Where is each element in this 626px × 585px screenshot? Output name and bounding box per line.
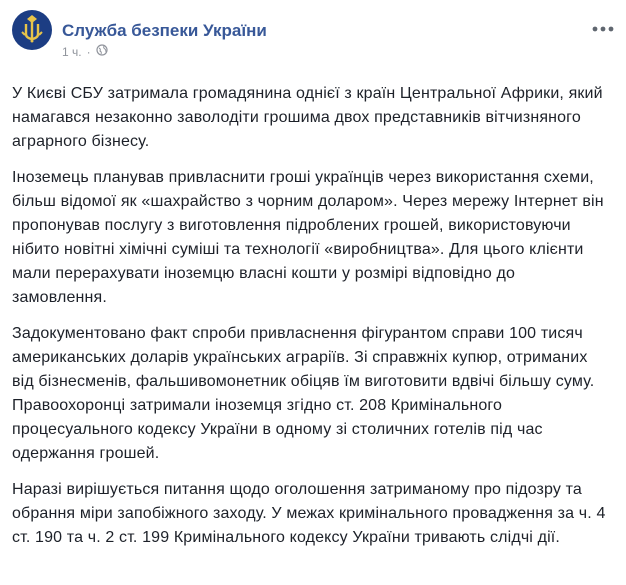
globe-icon[interactable] <box>96 44 108 59</box>
post-body <box>12 82 612 550</box>
post-paragraph-5: Наразі вирішується питання щодо оголошення затриманому про підозру та обрання міри запобіжного заходу. У межах кримінального провадження за ч. 4 ст. 190 та ч. 2 ст. 199 Кримінального кодексу України тривають слідчі дії. <box>12 481 606 546</box>
more-options-icon[interactable] <box>592 22 614 36</box>
separator-dot: · <box>86 44 91 59</box>
post-paragraph-4: Правоохоронці затримали іноземця згідно ст. 208 Кримінального процесуального кодексу України в одному зі столичних готелів під час одержання грошей. <box>12 397 543 462</box>
author-name-link[interactable]: Служба безпеки України <box>62 21 267 40</box>
post-paragraph-2: Іноземець планував привласнити гроші українців через використання схеми, більш відомої як «шахрайство з чорним доларом». Через мережу Інтернет він пропонував послугу з виготовлення підроблених грошей, використовуючи нібито новітні хімічні суміші та технології «виробництва». Для цього клієнти мали перерахувати іноземцю власні кошти у розмірі відповідно до замовлення. <box>12 169 604 306</box>
post-meta <box>62 44 108 59</box>
avatar[interactable] <box>12 10 52 50</box>
post-paragraph-3: Задокументовано факт спроби привласнення фігурантом справи 100 тисяч американських доларів українських аграріїв. Зі справжніх купюр, отриманих від бізнесменів, фальшивомонетник обіцяв їм виготовити вдвічі більшу суму. <box>12 325 595 390</box>
trident-emblem-icon <box>16 12 48 49</box>
post-paragraph-1: У Києві СБУ затримала громадянина однієї з країн Центральної Африки, який намагався незаконно заволодіти грошима двох представників вітчизняного аграрного бізнесу. <box>12 85 603 150</box>
post-timestamp[interactable]: 1 ч. <box>62 44 82 59</box>
